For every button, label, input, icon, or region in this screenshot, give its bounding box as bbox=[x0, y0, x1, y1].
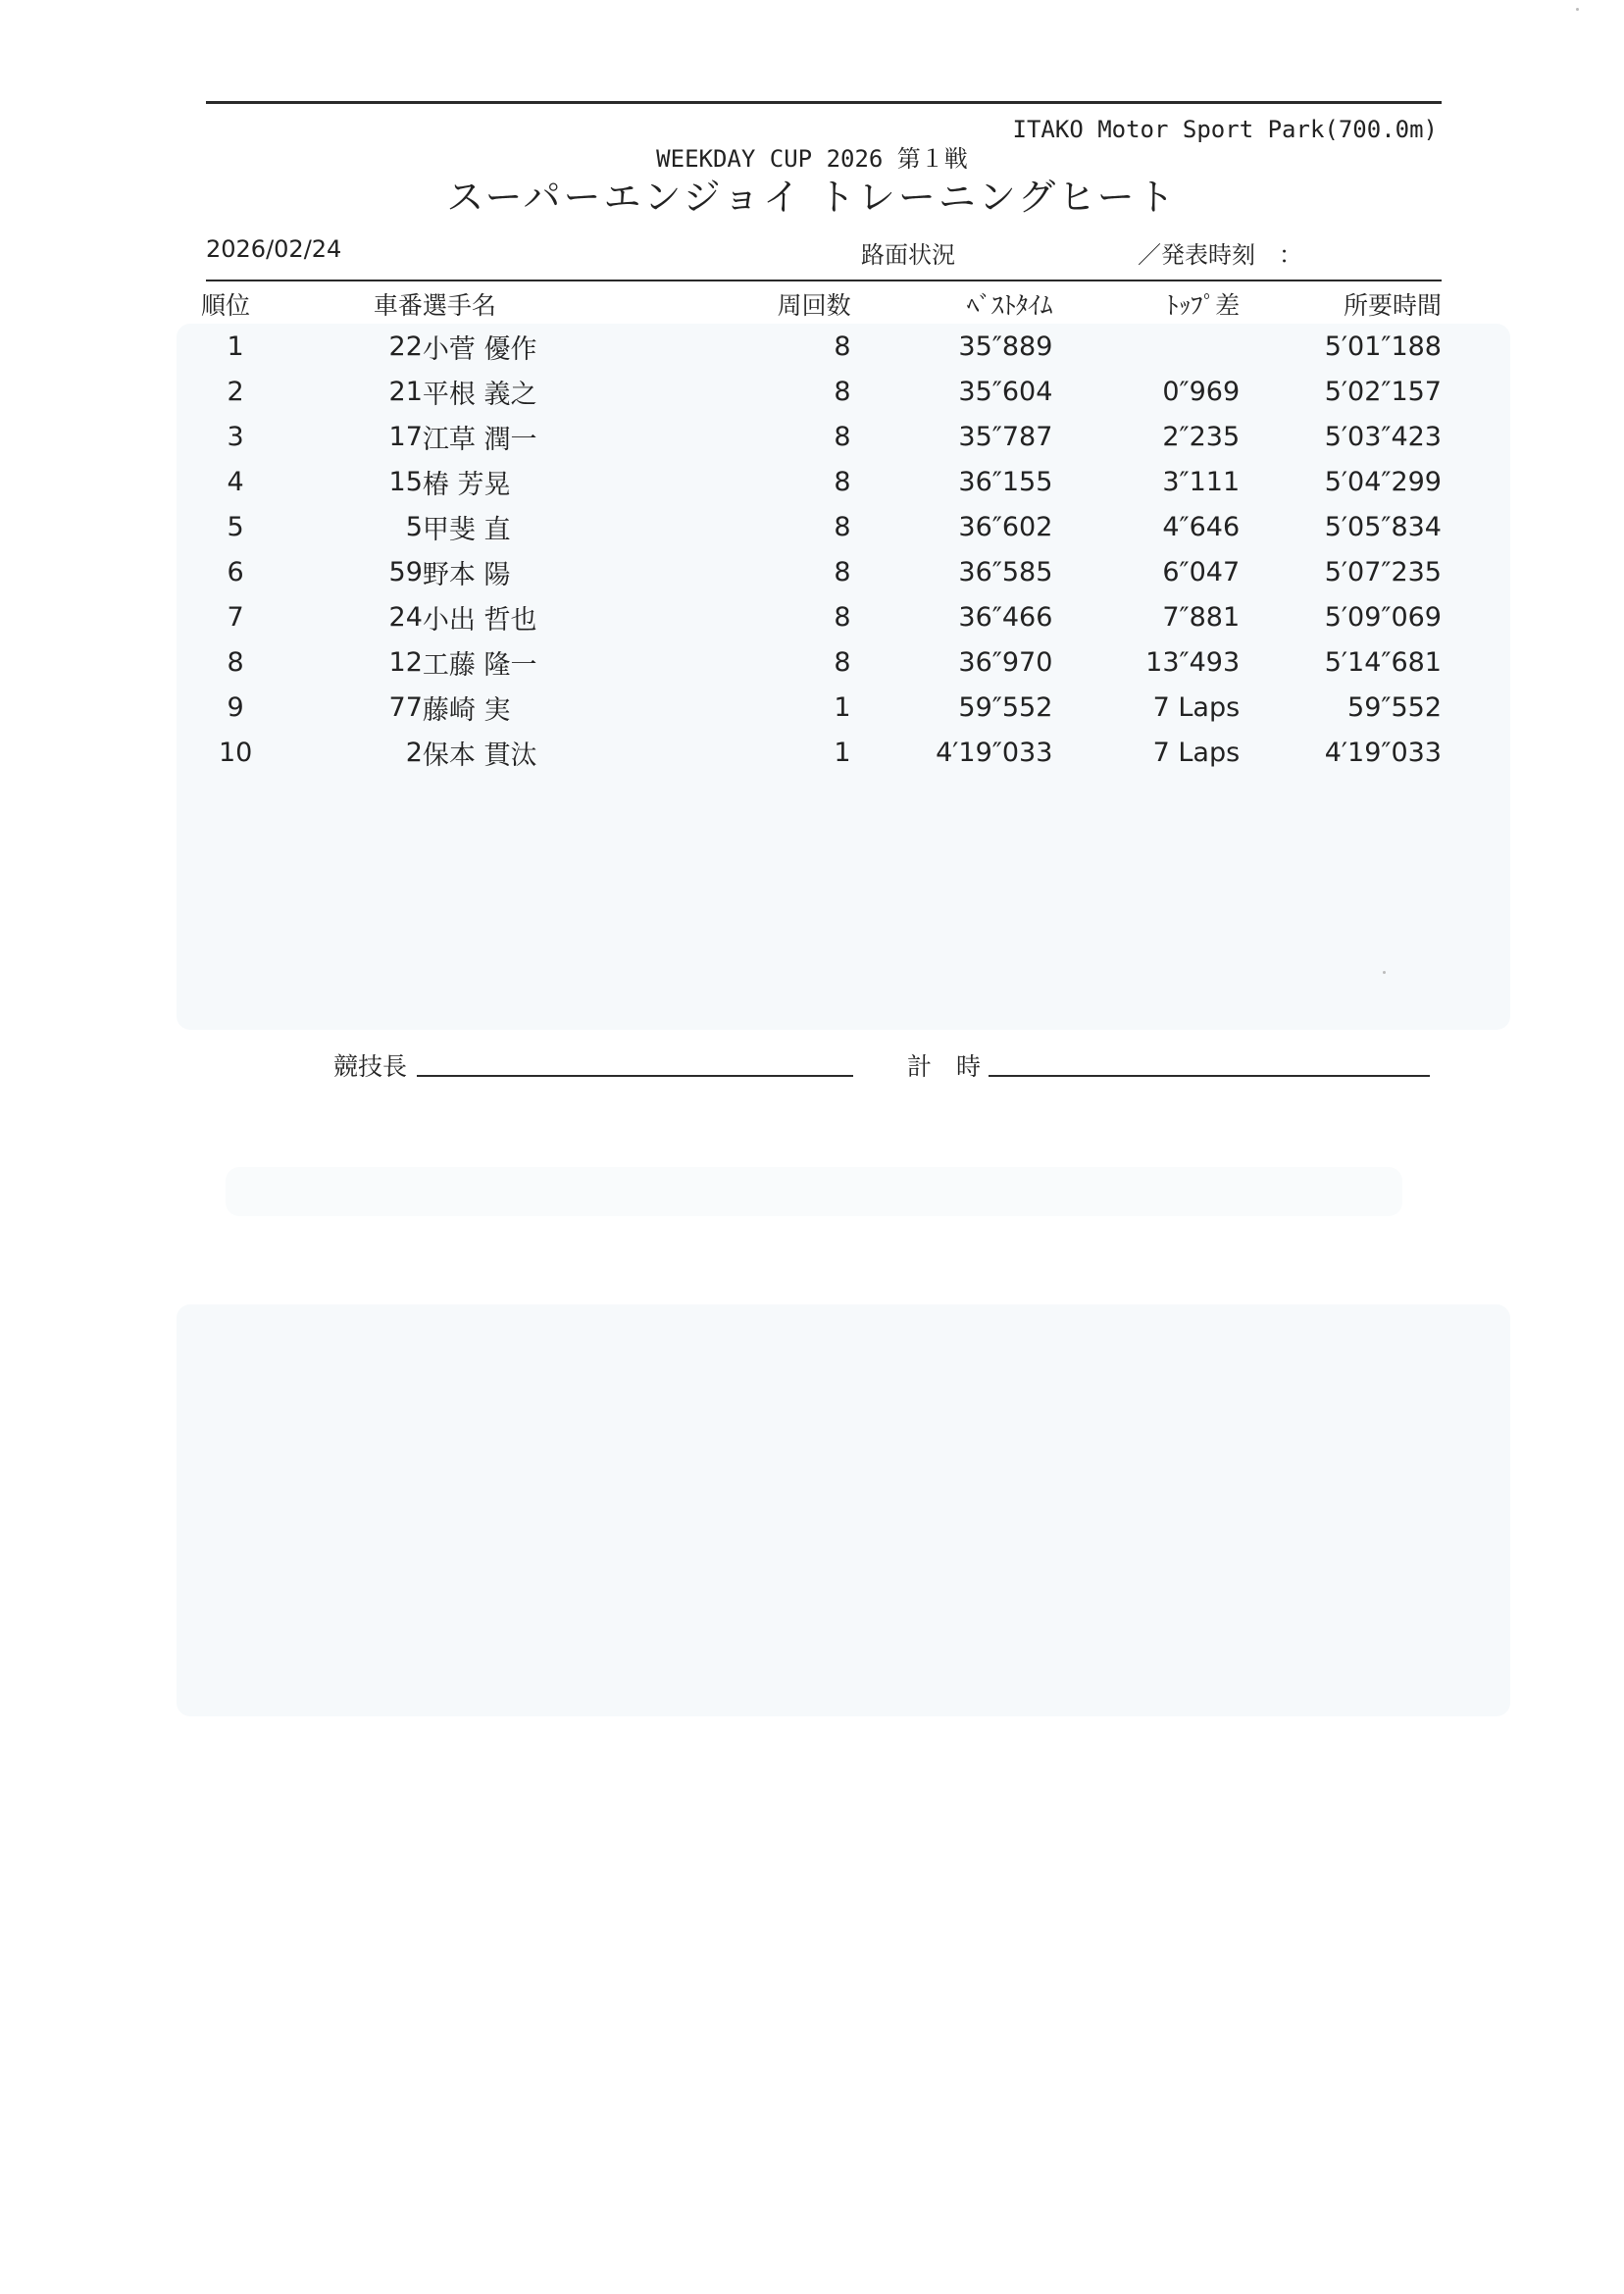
cell-gap-to-top bbox=[1052, 324, 1240, 369]
event-title: WEEKDAY CUP 2026 第１戦 bbox=[656, 145, 968, 173]
cell-position: 10 bbox=[218, 737, 253, 768]
header-best-time: ﾍﾞｽﾄﾀｲﾑ bbox=[966, 291, 1053, 320]
cell-driver-name: 小菅 優作 bbox=[422, 333, 537, 365]
scan-show-through bbox=[226, 1167, 1402, 1216]
heat-title: スーパーエンジョイ トレーニングヒート bbox=[446, 176, 1178, 219]
cell-laps: 8 bbox=[834, 421, 851, 452]
cell-car-number: 59 bbox=[388, 556, 423, 587]
cell-laps: 8 bbox=[834, 556, 851, 587]
cell-driver-name: 甲斐 直 bbox=[422, 514, 511, 545]
cell-total-time: 5′14″681 bbox=[1324, 646, 1442, 678]
results-table bbox=[201, 284, 1442, 775]
cell-driver-name: 藤崎 実 bbox=[422, 694, 511, 726]
cell-laps: 8 bbox=[834, 601, 851, 633]
cell-gap-to-top: 7 Laps bbox=[1152, 737, 1241, 768]
scan-show-through bbox=[177, 1304, 1510, 1716]
cell-total-time: 5′09″069 bbox=[1324, 601, 1442, 633]
cell-best-time: 36″970 bbox=[958, 646, 1053, 678]
cell-best-time: 35″604 bbox=[958, 376, 1053, 407]
header-total-time: 所要時間 bbox=[1343, 291, 1442, 320]
cell-driver-name: 保本 貫汰 bbox=[422, 739, 537, 771]
cell-best-time: 4′19″033 bbox=[936, 737, 1053, 768]
cell-best-time: 36″155 bbox=[958, 466, 1053, 497]
timing-signature-line bbox=[989, 1075, 1430, 1077]
header-position: 順位 bbox=[201, 291, 251, 320]
cell-total-time: 5′03″423 bbox=[1324, 421, 1442, 452]
cell-driver-name: 小出 哲也 bbox=[422, 604, 537, 636]
results-header-row bbox=[201, 284, 1442, 324]
table-row bbox=[201, 549, 1442, 594]
cell-position: 7 bbox=[227, 601, 244, 633]
steward-signature-line bbox=[417, 1075, 853, 1077]
cell-total-time: 4′19″033 bbox=[1324, 737, 1442, 768]
header-laps: 周回数 bbox=[777, 291, 851, 320]
cell-car-number: 2 bbox=[405, 737, 423, 768]
cell-driver-name: 工藤 隆一 bbox=[422, 649, 537, 681]
track-condition-label: 路面状況 bbox=[861, 241, 955, 269]
table-row bbox=[201, 730, 1442, 775]
cell-gap-to-top: 13″493 bbox=[1145, 646, 1241, 678]
cell-driver-name: 平根 義之 bbox=[422, 379, 537, 410]
table-row bbox=[201, 459, 1442, 504]
scan-speck bbox=[1383, 971, 1386, 974]
cell-total-time: 5′05″834 bbox=[1324, 511, 1442, 542]
cell-gap-to-top: 7″881 bbox=[1162, 601, 1241, 633]
cell-car-number: 21 bbox=[388, 376, 423, 407]
cell-car-number: 17 bbox=[388, 421, 423, 452]
cell-laps: 8 bbox=[834, 646, 851, 678]
cell-driver-name: 椿 芳晃 bbox=[422, 469, 511, 500]
cell-laps: 8 bbox=[834, 466, 851, 497]
cell-position: 9 bbox=[227, 691, 244, 723]
cell-position: 5 bbox=[227, 511, 244, 542]
cell-position: 3 bbox=[227, 421, 244, 452]
cell-best-time: 35″889 bbox=[958, 331, 1053, 362]
cell-position: 6 bbox=[227, 556, 244, 587]
header-driver-name: 選手名 bbox=[422, 291, 496, 320]
cell-total-time: 5′04″299 bbox=[1324, 466, 1442, 497]
cell-laps: 8 bbox=[834, 511, 851, 542]
cell-driver-name: 野本 陽 bbox=[422, 559, 511, 590]
table-row bbox=[201, 685, 1442, 730]
cell-car-number: 15 bbox=[388, 466, 423, 497]
cell-gap-to-top: 6″047 bbox=[1162, 556, 1241, 587]
timing-signature-label: 計 時 bbox=[907, 1052, 982, 1081]
header-gap-to-top: ﾄｯﾌﾟ差 bbox=[1166, 291, 1241, 320]
header-rule bbox=[206, 280, 1442, 281]
cell-gap-to-top: 3″111 bbox=[1162, 466, 1241, 497]
cell-total-time: 5′07″235 bbox=[1324, 556, 1442, 587]
cell-best-time: 36″585 bbox=[958, 556, 1053, 587]
cell-position: 8 bbox=[227, 646, 244, 678]
scan-speck bbox=[1576, 8, 1579, 11]
cell-car-number: 22 bbox=[388, 331, 423, 362]
steward-signature-label: 競技長 bbox=[333, 1052, 408, 1081]
table-row bbox=[201, 414, 1442, 459]
header-car-number: 車番 bbox=[373, 291, 423, 320]
cell-gap-to-top: 4″646 bbox=[1162, 511, 1241, 542]
cell-laps: 1 bbox=[834, 737, 851, 768]
cell-laps: 8 bbox=[834, 331, 851, 362]
cell-car-number: 24 bbox=[388, 601, 423, 633]
cell-car-number: 12 bbox=[388, 646, 423, 678]
cell-position: 1 bbox=[227, 331, 244, 362]
table-row bbox=[201, 639, 1442, 685]
table-row bbox=[201, 324, 1442, 369]
top-rule bbox=[206, 101, 1442, 104]
cell-total-time: 59″552 bbox=[1347, 691, 1442, 723]
cell-best-time: 36″602 bbox=[958, 511, 1053, 542]
table-row bbox=[201, 504, 1442, 549]
cell-car-number: 5 bbox=[405, 511, 423, 542]
cell-driver-name: 江草 潤一 bbox=[422, 424, 537, 455]
cell-laps: 8 bbox=[834, 376, 851, 407]
cell-best-time: 35″787 bbox=[958, 421, 1053, 452]
cell-gap-to-top: 7 Laps bbox=[1152, 691, 1241, 723]
venue-name: ITAKO Motor Sport Park(700.0m) bbox=[1012, 116, 1438, 143]
cell-gap-to-top: 2″235 bbox=[1162, 421, 1241, 452]
report-date: 2026/02/24 bbox=[206, 235, 342, 263]
cell-best-time: 59″552 bbox=[958, 691, 1053, 723]
cell-laps: 1 bbox=[834, 691, 851, 723]
cell-total-time: 5′02″157 bbox=[1324, 376, 1442, 407]
cell-total-time: 5′01″188 bbox=[1324, 331, 1442, 362]
cell-gap-to-top: 0″969 bbox=[1162, 376, 1241, 407]
cell-car-number: 77 bbox=[388, 691, 423, 723]
cell-best-time: 36″466 bbox=[958, 601, 1053, 633]
publish-time-label: ／発表時刻 ： bbox=[1138, 241, 1302, 269]
table-row bbox=[201, 594, 1442, 639]
table-row bbox=[201, 369, 1442, 414]
cell-position: 2 bbox=[227, 376, 244, 407]
cell-position: 4 bbox=[227, 466, 244, 497]
